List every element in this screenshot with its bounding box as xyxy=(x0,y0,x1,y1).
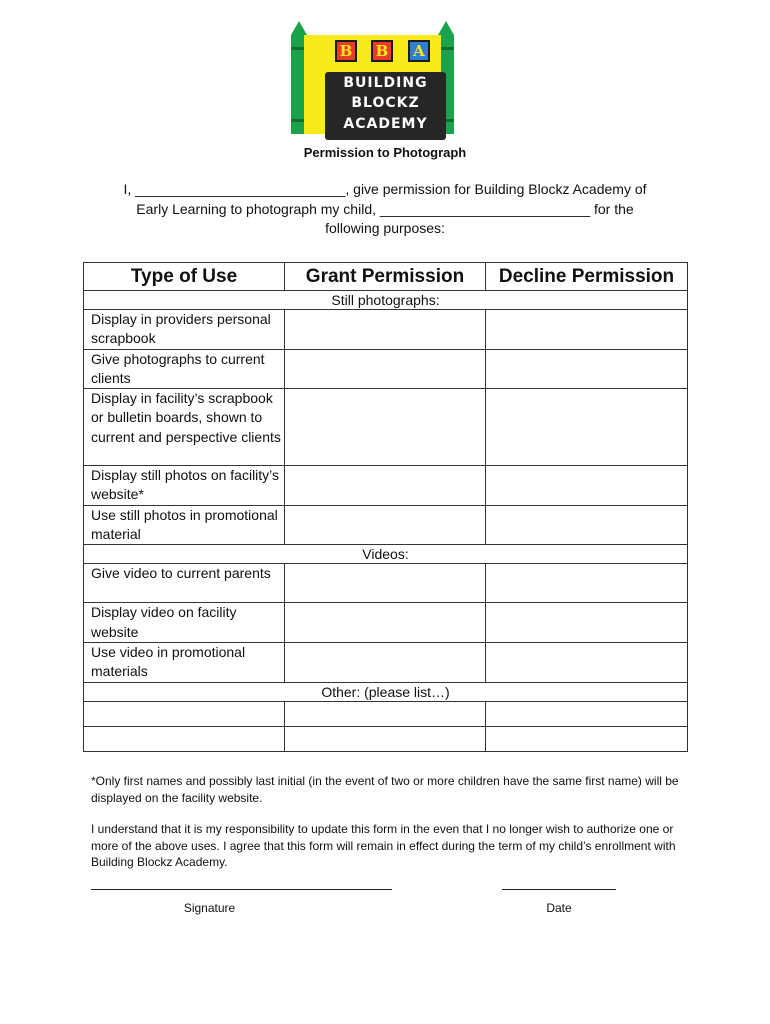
grant-cell[interactable] xyxy=(285,349,486,389)
table-row xyxy=(84,603,688,643)
decline-cell[interactable] xyxy=(486,726,688,751)
other-use-cell[interactable] xyxy=(84,701,285,726)
table-row xyxy=(84,505,688,545)
decline-cell[interactable] xyxy=(486,701,688,726)
intro-paragraph xyxy=(100,180,670,239)
date-line[interactable] xyxy=(502,889,616,890)
decline-cell[interactable] xyxy=(486,310,688,350)
decline-cell[interactable] xyxy=(486,349,688,389)
grant-cell[interactable] xyxy=(285,389,486,466)
grant-cell[interactable] xyxy=(285,603,486,643)
table-row xyxy=(84,726,688,751)
decline-cell[interactable] xyxy=(486,466,688,506)
grant-cell[interactable] xyxy=(285,505,486,545)
intro-line: following purposes: xyxy=(325,220,445,236)
decline-cell[interactable] xyxy=(486,564,688,603)
decline-cell[interactable] xyxy=(486,642,688,682)
website-footnote: *Only first names and possibly last initial (in the event of two or more children have the same first name) will be displayed on the facility website. xyxy=(91,774,679,805)
table-header-row xyxy=(84,263,688,291)
logo-frame xyxy=(304,35,441,134)
section-videos: Videos: xyxy=(84,545,688,564)
agreement-paragraph: I understand that it is my responsibility to update this form in the even that I no longer wish to authorize one or more of the above uses. I agree that this form will remain in effect during the term of my child’s enrollment with Building Blockz Academy. xyxy=(91,822,676,869)
grant-cell[interactable] xyxy=(285,564,486,603)
use-label: Display in providers personal scrapbook xyxy=(84,310,285,350)
section-row-other xyxy=(84,682,688,701)
grant-cell[interactable] xyxy=(285,701,486,726)
academy-logo xyxy=(291,21,454,134)
decline-cell[interactable] xyxy=(486,603,688,643)
table-row xyxy=(84,349,688,389)
section-row-still xyxy=(84,291,688,310)
header-type-of-use: Type of Use xyxy=(84,263,285,291)
date-label: Date xyxy=(546,901,572,915)
section-row-videos xyxy=(84,545,688,564)
other-use-cell[interactable] xyxy=(84,726,285,751)
use-label: Display still photos on facility’s website* xyxy=(84,466,285,506)
header-decline-permission: Decline Permission xyxy=(486,263,688,291)
grant-cell[interactable] xyxy=(285,726,486,751)
grant-cell[interactable] xyxy=(285,310,486,350)
letter-block-b: B xyxy=(335,40,357,62)
logo-text-line: ACADEMY xyxy=(343,116,428,132)
table-row xyxy=(84,389,688,466)
table-row xyxy=(84,564,688,603)
use-label: Give photographs to current clients xyxy=(84,349,285,389)
logo-chalkboard xyxy=(325,72,446,140)
grant-cell[interactable] xyxy=(285,466,486,506)
permission-table xyxy=(83,262,688,752)
letter-block-b: B xyxy=(371,40,393,62)
table-row xyxy=(84,642,688,682)
logo-letter-blocks xyxy=(335,40,436,62)
logo-text-line: BUILDING xyxy=(343,75,428,91)
intro-line: I, ___________________________, give permission for Building Blockz Academy of xyxy=(123,181,647,197)
header-grant-permission: Grant Permission xyxy=(285,263,486,291)
decline-cell[interactable] xyxy=(486,389,688,466)
use-label: Display video on facility website xyxy=(84,603,285,643)
decline-cell[interactable] xyxy=(486,505,688,545)
use-label: Use still photos in promotional material xyxy=(84,505,285,545)
section-other: Other: (please list…) xyxy=(84,682,688,701)
intro-line: Early Learning to photograph my child, ___________________________ for the xyxy=(136,200,634,217)
document-title: Permission to Photograph xyxy=(303,145,467,160)
table-row xyxy=(84,466,688,506)
table-row xyxy=(84,310,688,350)
use-label: Give video to current parents xyxy=(84,564,285,603)
grant-cell[interactable] xyxy=(285,642,486,682)
section-still-photographs: Still photographs: xyxy=(84,291,688,310)
use-label: Display in facility’s scrapbook or bulletin boards, shown to current and perspective clients xyxy=(84,389,285,466)
logo-text-line: BLOCKZ xyxy=(351,95,420,111)
table-row xyxy=(84,701,688,726)
signature-line[interactable] xyxy=(91,889,392,890)
letter-block-a: A xyxy=(408,40,430,62)
signature-label: Signature xyxy=(183,901,236,915)
use-label: Use video in promotional materials xyxy=(84,642,285,682)
